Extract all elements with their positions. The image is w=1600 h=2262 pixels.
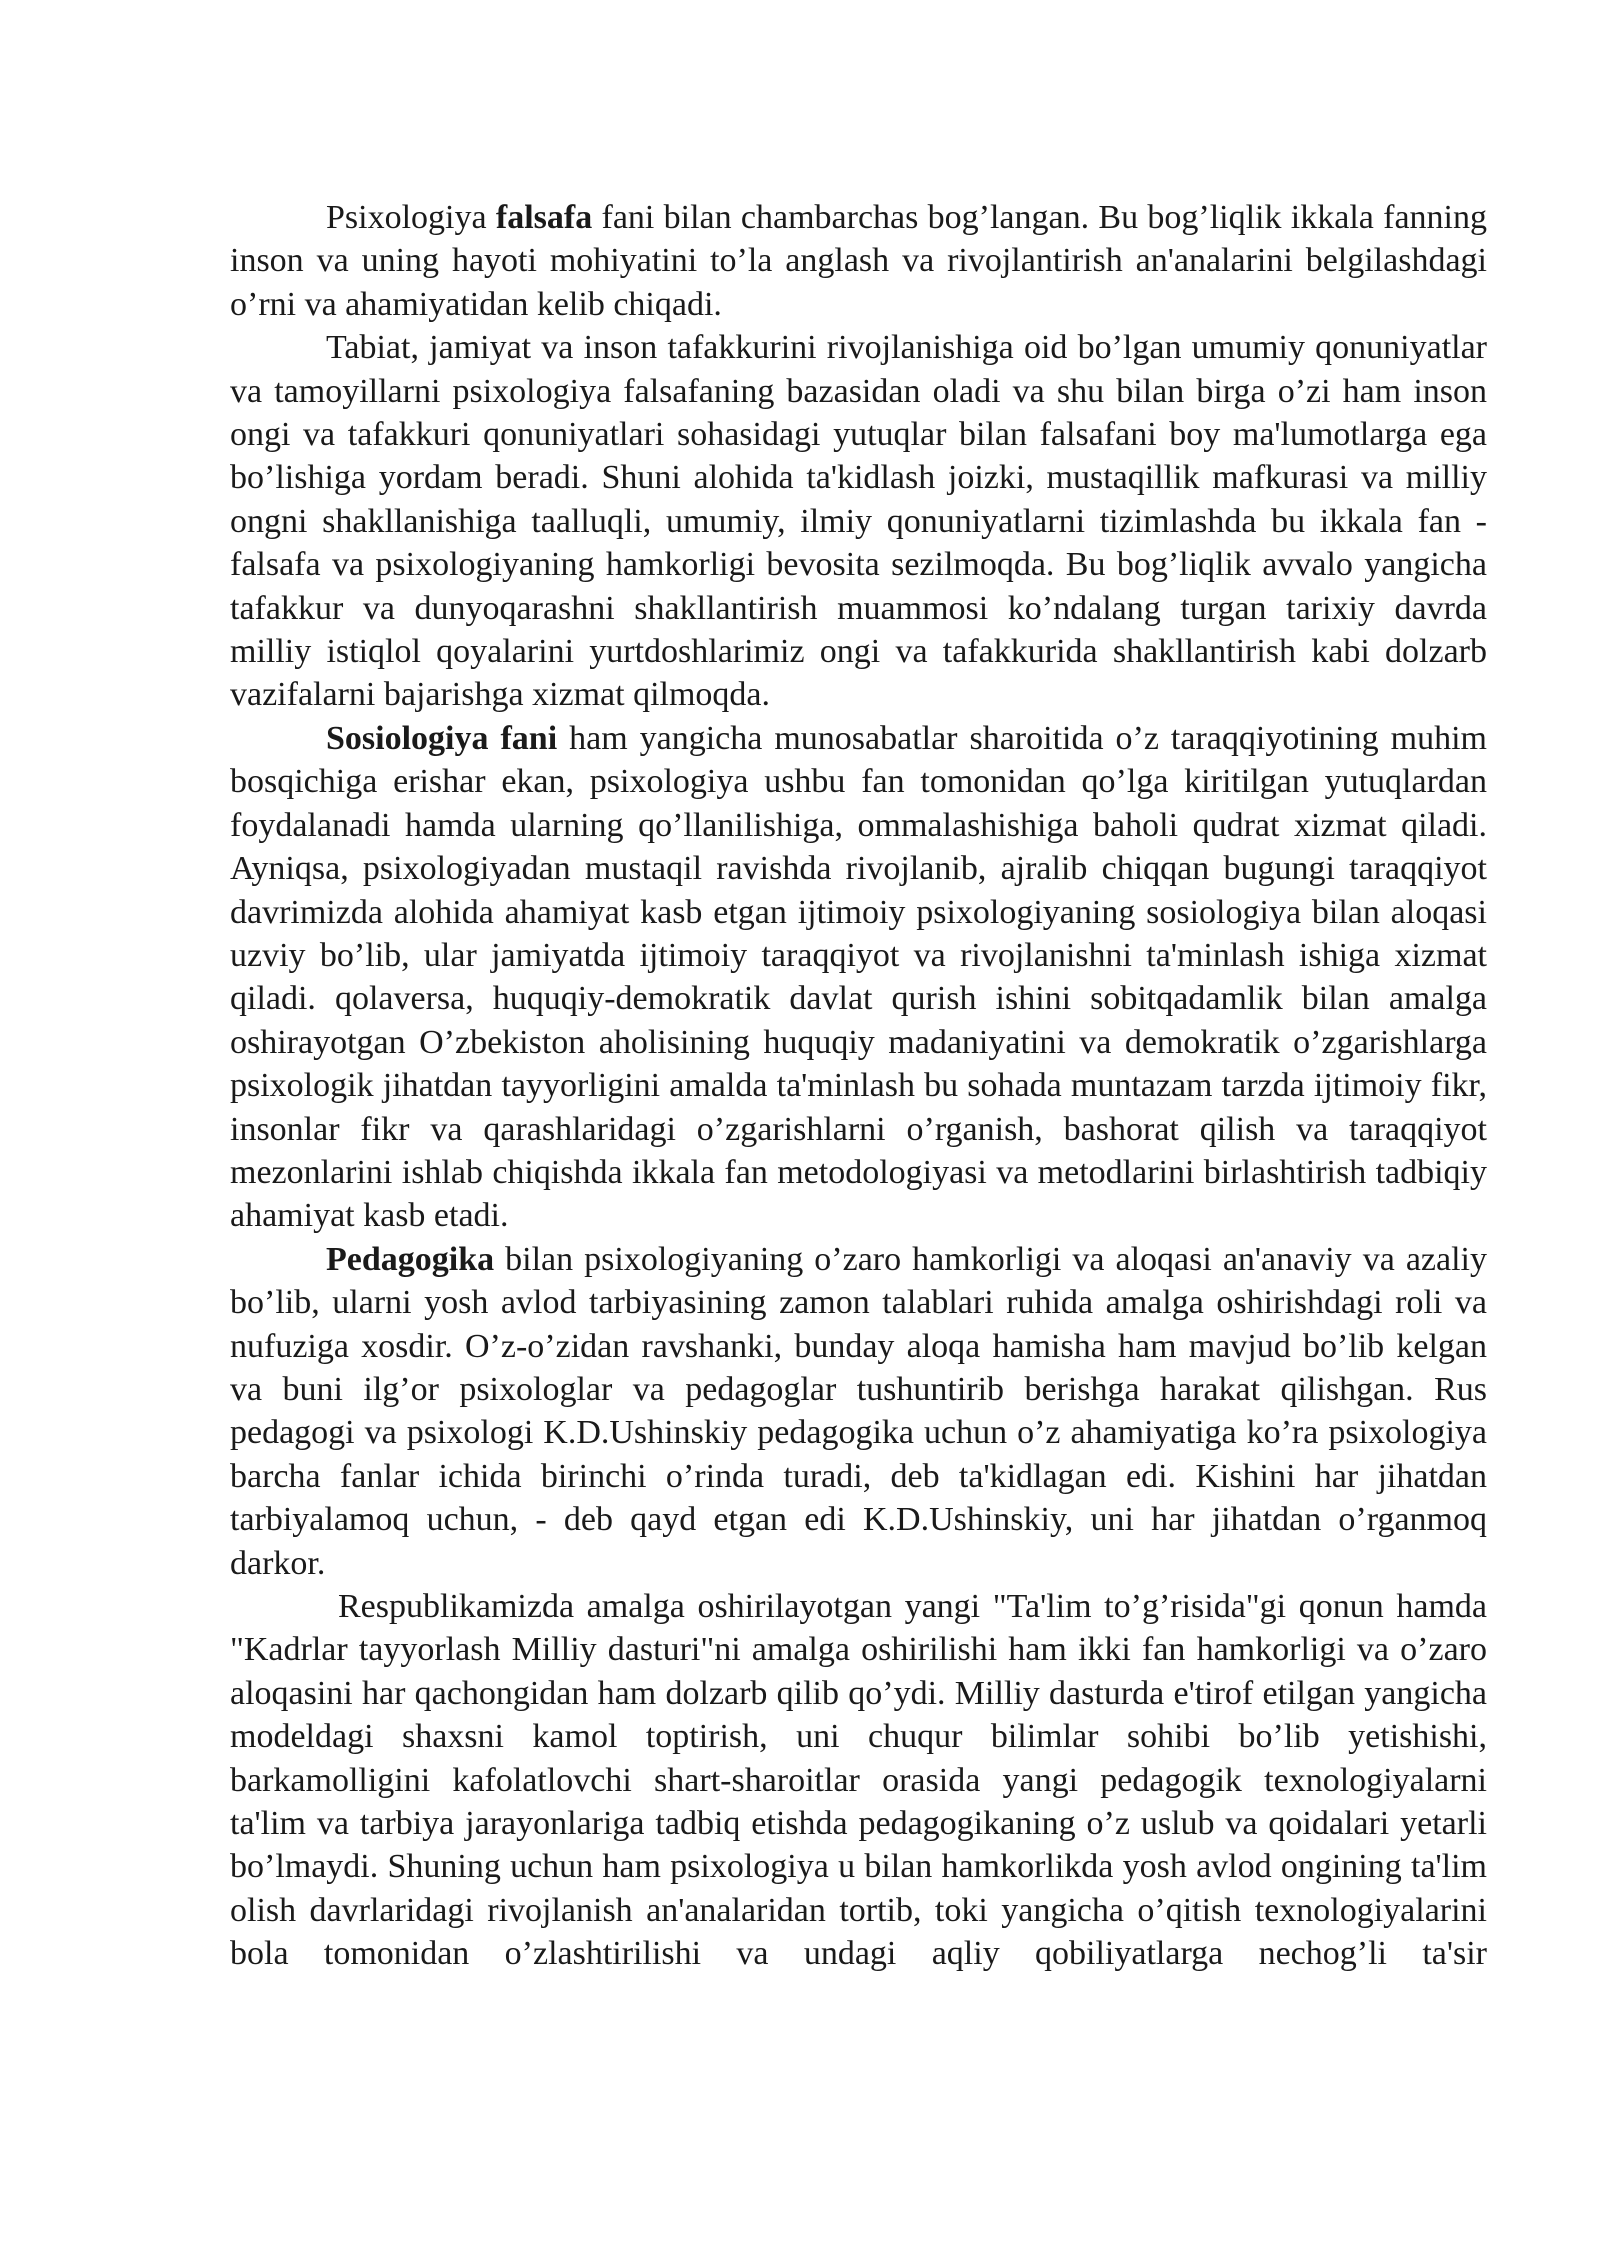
paragraph-text: bilan psixologiyaning o’zaro hamkorligi va aloqasi an'anaviy va azaliy bo’lib, ularni yosh avlod tarbiyasining zamon talablari ruhida amalga oshirishdagi roli va nufuziga xosdir. O’z-o’zidan ravshanki, bunday aloqa hamisha ham mavjud bo’lib kelgan va buni ilg’or psixologlar va pedagoglar tushuntirib berishga harakat qilishgan. Rus pedagogi va psixologi K.D.Ushinskiy pedagogika uchun o’z ahamiyatiga ko’ra psixologiya barcha fanlar ichida birinchi o’rinda turadi, deb ta'kidlagan edi. Kishini har jihatdan tarbiyalamoq uchun, - deb qayd etgan edi K.D.Ushinskiy, uni har jihatdan o’rganmoq darkor. (230, 1240, 1487, 1582)
paragraph-lead: Psixologiya (326, 199, 496, 236)
term-falsafa: falsafa (495, 199, 593, 236)
paragraph-pedagogy (230, 1238, 1487, 1585)
term-pedagogika: Pedagogika (326, 1240, 495, 1278)
term-sosiologiya-fani: Sosiologiya fani (326, 719, 558, 757)
paragraph-nature-society (230, 326, 1487, 717)
document-body (230, 196, 1487, 1976)
paragraph-text: Tabiat, jamiyat va inson tafakkurini rivojlanishiga oid bo’lgan umumiy qonuniyatlar va tamoyillarni psixologiya falsafaning bazasidan oladi va shu bilan birga o’zi ham inson ongi va tafakkuri qonuniyatlari sohasidagi yutuqlar bilan falsafani boy ma'lumotlarga ega bo’lishiga yordam beradi. Shuni alohida ta'kidlash joizki, mustaqillik mafkurasi va milliy ongni shakllanishiga taalluqli, umumiy, ilmiy qonuniyatlarni tizimlashda bu ikkala fan - falsafa va psixologiyaning hamkorligi bevosita sezilmoqda. Bu bog’liqlik avvalo yangicha tafakkur va dunyoqarashni shakllantirish muammosi ko’ndalang turgan tarixiy davrda milliy istiqlol qoyalarini yurtdoshlarimiz ongi va tafakkurida shakllantirish kabi dolzarb vazifalarni bajarishga xizmat qilmoqda. (230, 329, 1487, 714)
paragraph-republic (230, 1585, 1487, 1976)
paragraph-sociology (230, 717, 1487, 1238)
paragraph-text: ham yangicha munosabatlar sharoitida o’z taraqqiyotining muhim bosqichiga erishar ekan, psixologiya ushbu fan tomonidan qo’lga kiritilgan yutuqlardan foydalanadi hamda ularning qo’llanilishiga, ommalashishiga baholi qudrat xizmat qiladi. Ayniqsa, psixologiyadan mustaqil ravishda rivojlanib, ajralib chiqqan bugungi taraqqiyot davrimizda alohida ahamiyat kasb etgan ijtimoiy psixologiyaning sosiologiya bilan aloqasi uzviy bo’lib, ular jamiyatda ijtimoiy taraqqiyot va rivojlanishni ta'minlash ishiga xizmat qiladi. qolaversa, huquqiy-demokratik davlat qurish ishini sobitqadamlik bilan amalga oshirayotgan O’zbekiston aholisining huquqiy madaniyatini va demokratik o’zgarishlarga psixologik jihatdan tayyorligini amalda ta'minlash bu sohada muntazam tarzda ijtimoiy fikr, insonlar fikr va qarashlaridagi o’zgarishlarni o’rganish, bashorat qilish va taraqqiyot mezonlarini ishlab chiqishda ikkala fan metodologiyasi va metodlarini birlashtirish tadbiqiy ahamiyat kasb etadi. (230, 719, 1487, 1235)
paragraph-philosophy (230, 196, 1487, 326)
paragraph-text: Respublikamizda amalga oshirilayotgan yangi "Ta'lim to’g’risida"gi qonun hamda "Kadrlar tayyorlash Milliy dasturi"ni amalga oshirilishi ham ikki fan hamkorligi va o’zaro aloqasini har qachongidan ham dolzarb qilib qo’ydi. Milliy dasturda e'tirof etilgan yangicha modeldagi shaxsni kamol toptirish, uni chuqur bilimlar sohibi bo’lib yetishishi, barkamolligini kafolatlovchi shart-sharoitlar orasida yangi pedagogik texnologiyalarni ta'lim va tarbiya jarayonlariga tadbiq etishda pedagogikaning o’z uslub va qoidalari yetarli bo’lmaydi. Shuning uchun ham psixologiya u bilan hamkorlikda yosh avlod ongining ta'lim olish davrlaridagi rivojlanish an'analaridan tortib, toki yangicha o’qitish texnologiyalarini bola tomonidan o’zlashtirilishi va undagi aqliy qobiliyatlarga nechog’li ta'sir (230, 1588, 1487, 1973)
paragraph-text: fani bilan chambarchas bog’langan. Bu bog’liqlik ikkala fanning inson va uning hayoti mohiyatini to’la anglash va rivojlantirish an'analarini belgilashdagi o’rni va ahamiyatidan kelib chiqadi. (230, 199, 1488, 323)
